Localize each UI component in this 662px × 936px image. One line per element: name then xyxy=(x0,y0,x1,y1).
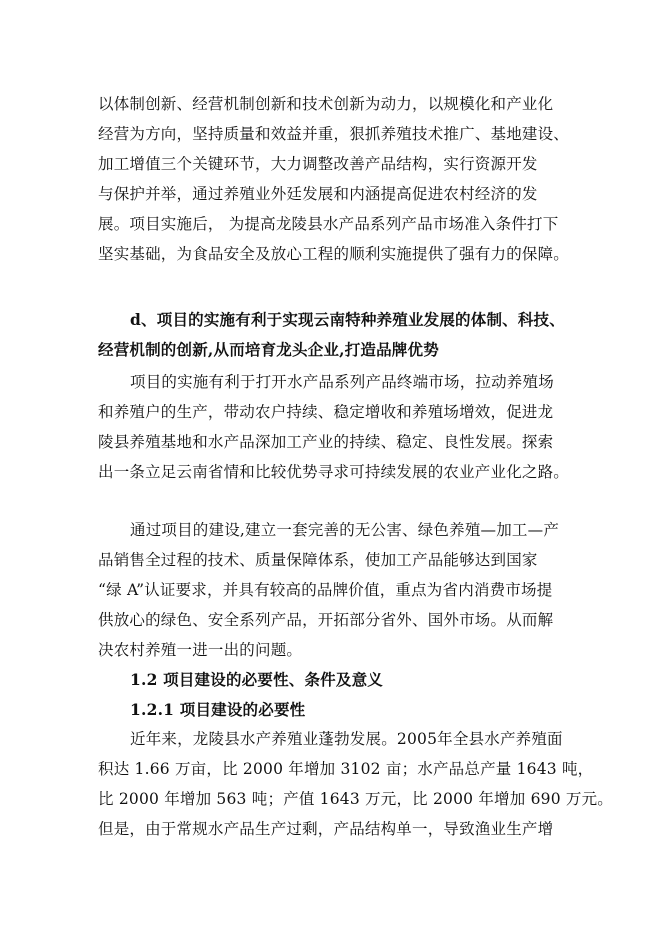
text-line: 以体制创新、经营机制创新和技术创新为动力，以规模化和产业化 xyxy=(98,95,554,113)
text-line: 决农村养殖一进一出的问题。 xyxy=(98,641,303,659)
text-line: 项目的实施有利于打开水产品系列产品终端市场，拉动养殖场 xyxy=(130,373,554,391)
section-heading: 1.2 项目建设的必要性、条件及意义 xyxy=(130,670,383,689)
text-line: 坚实基础，为食品安全及放心工程的顺利实施提供了强有力的保障。 xyxy=(98,245,570,263)
text-line: “绿 A”认证要求，并具有较高的品牌价值，重点为省内消费市场提 xyxy=(98,581,553,599)
text-line: 展。项目实施后， 为提高龙陵县水产品系列产品市场准入条件打下 xyxy=(98,215,559,233)
subsection-heading: 1.2.1 项目建设的必要性 xyxy=(130,700,306,719)
text-line: 经营为方向，坚持质量和效益并重，狠抓养殖技术推广、基地建设、 xyxy=(98,125,570,143)
text-line: 和养殖户的生产，带动农户持续、稳定增收和养殖场增效，促进龙 xyxy=(98,403,554,421)
text-line: 但是，由于常规水产品生产过剩，产品结构单一，导致渔业生产增 xyxy=(98,820,554,838)
text-line: 比 2000 年增加 563 吨；产值 1643 万元，比 2000 年增加 690 万元。 xyxy=(98,790,613,808)
text-line: 品销售全过程的技术、质量保障体系，使加工产品能够达到国家 xyxy=(98,551,538,569)
section-heading: d、项目的实施有利于实现云南特种养殖业发展的体制、科技、 xyxy=(130,310,565,329)
text-line: 积达 1.66 万亩，比 2000 年增加 3102 亩；水产品总产量 1643 吨， xyxy=(98,760,594,778)
text-line: 供放心的绿色、安全系列产品，开拓部分省外、国外市场。从而解 xyxy=(98,611,554,629)
text-line: 近年来，龙陵县水产养殖业蓬勃发展。2005年全县水产养殖面 xyxy=(130,730,563,748)
text-line: 出一条立足云南省情和比较优势寻求可持续发展的农业产业化之路。 xyxy=(98,463,570,481)
text-line: 与保护并举，通过养殖业外廷发展和内涵提高促进农村经济的发 xyxy=(98,185,538,203)
text-line: 通过项目的建设,建立一套完善的无公害、绿色养殖—加工—产 xyxy=(130,521,560,539)
text-line: 陵县养殖基地和水产品深加工产业的持续、稳定、良性发展。探索 xyxy=(98,433,554,451)
text-line: 加工增值三个关键环节，大力调整改善产品结构，实行资源开发 xyxy=(98,155,538,173)
section-heading: 经营机制的创新,从而培育龙头企业,打造品牌优势 xyxy=(98,340,439,359)
